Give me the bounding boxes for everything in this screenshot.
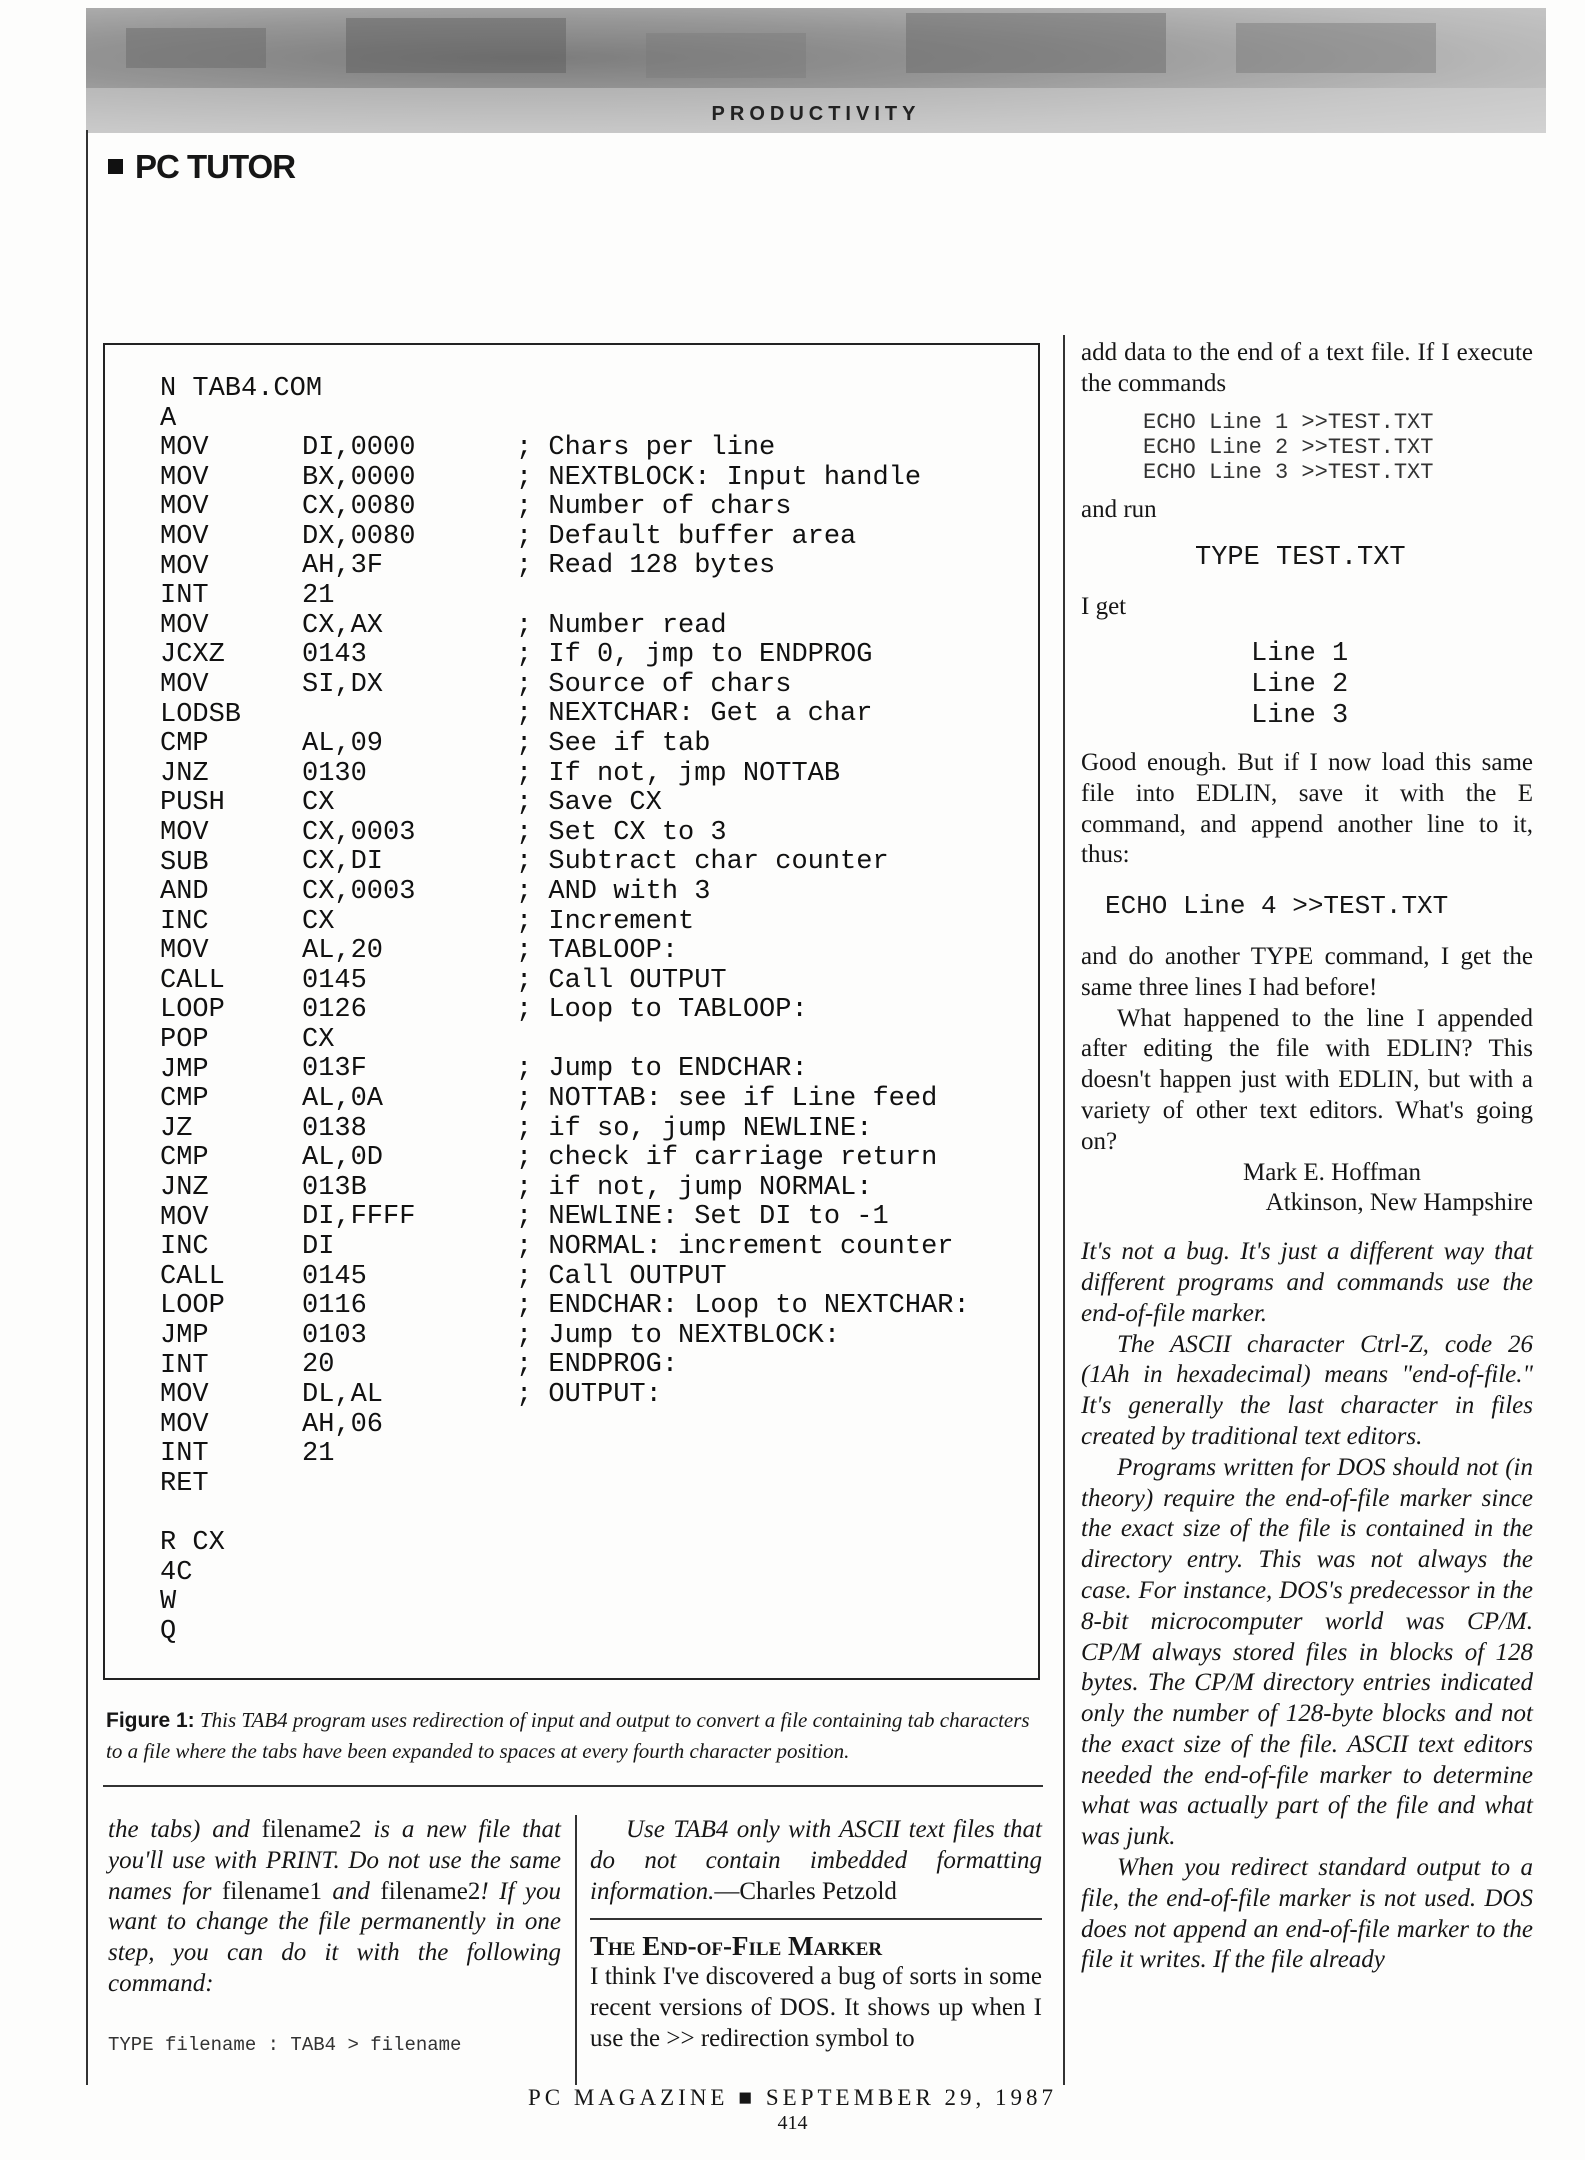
letter-paragraph: Good enough. But if I now load this same file into EDLIN, save it with the E command, and append another line to it, thus: — [1081, 748, 1533, 869]
page-footer: PC MAGAZINE ■ SEPTEMBER 29, 1987 — [527, 2085, 1058, 2110]
code-operand: DL,AL — [302, 1380, 384, 1410]
text-run: filename2 — [380, 1877, 481, 1905]
figure-caption-text: This TAB4 program uses redirection of input and output to convert a file containing tab characters to a file where the tabs have been expanded to spaces at every fourth character position. — [106, 1708, 1030, 1763]
code-opcode: POP — [160, 1025, 209, 1056]
code-comment: ; Chars per line — [516, 433, 776, 463]
code-operand: CX — [302, 1024, 335, 1055]
code-opcode: INT — [160, 1350, 209, 1381]
code-comment: ; Source of chars — [516, 669, 792, 700]
code-operand: 0145 — [302, 1261, 367, 1292]
code-comment: ; TABLOOP: — [516, 936, 679, 967]
code-opcode: PUSH — [160, 788, 225, 819]
code-operand: DI,0000 — [302, 433, 416, 463]
type-command: TYPE TEST.TXT — [1195, 543, 1406, 574]
code-comment: ; NORMAL: increment counter — [516, 1232, 954, 1263]
type-output — [1251, 639, 1533, 732]
code-opcode: LODSB — [160, 699, 242, 730]
code-comment: ; Number read — [516, 610, 727, 641]
author-credit: —Charles Petzold — [714, 1877, 897, 1905]
code-comment: ; See if tab — [516, 728, 711, 759]
code-opcode: MOV — [160, 1202, 209, 1233]
text-run: filename2 — [261, 1816, 362, 1843]
code-comment: ; NEWLINE: Set DI to -1 — [516, 1202, 889, 1233]
code-opcode: MOV — [160, 492, 209, 523]
usage-note-text: Use TAB4 only with ASCII text files that do not contain imbedded formatting information. — [590, 1816, 1042, 1905]
code-comment — [516, 1411, 970, 1441]
code-opcode: MOV — [160, 610, 209, 641]
code-opcode: INC — [160, 1232, 209, 1263]
code-header-line: A — [160, 403, 177, 434]
code-operand: AL,0A — [302, 1084, 384, 1115]
letter-paragraph: I get — [1081, 593, 1127, 621]
code-operand: CX,0080 — [302, 492, 416, 523]
code-comment: ; Save CX — [516, 788, 662, 819]
code-operand: CX,0003 — [302, 876, 416, 907]
page-number: 414 — [777, 2112, 808, 2134]
code-operand: 0130 — [302, 758, 367, 789]
answer-paragraph: When you redirect standard output to a file, the end-of-file marker is not used. DOS does not append an end-of-file marker to the file it writes. If the file already — [1081, 1854, 1533, 1974]
code-operand: 20 — [302, 1350, 335, 1381]
code-comment — [516, 1440, 970, 1470]
code-opcode: CALL — [160, 965, 225, 996]
code-comment: ; Read 128 bytes — [516, 551, 776, 582]
code-opcode: INT — [160, 1439, 209, 1470]
code-opcode: INC — [160, 906, 209, 937]
code-comment: ; If 0, jmp to ENDPROG — [516, 640, 873, 671]
code-opcode: AND — [160, 877, 209, 908]
code-operand: CX,DI — [302, 847, 384, 878]
code-opcode: MOV — [160, 1380, 209, 1411]
code-opcode: JMP — [160, 1054, 209, 1085]
text-run: filename1 — [222, 1877, 322, 1905]
header-banner — [86, 8, 1546, 133]
code-operand: 0145 — [302, 965, 367, 996]
code-comment: ; Call OUTPUT — [516, 1261, 727, 1292]
left-page-rule — [86, 130, 88, 2085]
code-operand: AL,0D — [302, 1143, 384, 1174]
echo-line: ECHO Line 1 >>TEST.TXT — [1143, 409, 1434, 435]
code-comment: ; Subtract char counter — [516, 847, 889, 878]
code-operand: 0138 — [302, 1113, 367, 1144]
code-comment: ; if not, jump NORMAL: — [516, 1172, 873, 1203]
code-opcode: JMP — [160, 1321, 209, 1351]
signature-place: Atkinson, New Hampshire — [1265, 1189, 1533, 1217]
text-run: is a new file that you'll use with PRINT. Do not use the same names for — [108, 1816, 561, 1905]
output-line: Line 3 — [1251, 700, 1349, 731]
bottom-left-column — [108, 1815, 561, 2061]
code-opcodes — [160, 375, 322, 1648]
code-comment: ; OUTPUT: — [516, 1380, 662, 1410]
code-header-line: N TAB4.COM — [160, 374, 323, 404]
code-opcode: MOV — [160, 462, 209, 493]
code-operand: 21 — [302, 1439, 335, 1470]
code-operand: AH,06 — [302, 1409, 384, 1440]
code-operand: AL,09 — [302, 728, 384, 759]
bottom-middle-column — [590, 1815, 1042, 2055]
code-operand: CX — [302, 788, 335, 819]
section-heading: The End-of-File Marker — [590, 1931, 883, 1962]
code-operands — [302, 434, 415, 1499]
letter-paragraph: What happened to the line I appended after editing the file with EDLIN? This doesn't happen just with EDLIN, but with a variety of other text editors. What's going on? — [1081, 1004, 1533, 1155]
code-operand: DI,FFFF — [302, 1202, 416, 1233]
code-operand: AL,20 — [302, 936, 384, 967]
code-opcode: CMP — [160, 1143, 209, 1174]
code-opcode: MOV — [160, 669, 209, 700]
code-opcode: JCXZ — [160, 640, 225, 671]
code-comment: ; Jump to NEXTBLOCK: — [516, 1320, 841, 1351]
echo-line: ECHO Line 3 >>TEST.TXT — [1143, 459, 1434, 485]
code-comment: ; Increment — [516, 906, 695, 937]
answer-paragraph: It's not a bug. It's just a different way that different programs and commands use the end-of-file marker. — [1081, 1238, 1533, 1327]
code-opcode: MOV — [160, 817, 209, 848]
section-label — [108, 148, 295, 186]
echo-command-4: ECHO Line 4 >>TEST.TXT — [1105, 891, 1449, 922]
code-operand: 21 — [302, 580, 335, 611]
code-operand — [302, 700, 415, 730]
code-opcode: SUB — [160, 847, 209, 878]
signature-name-text: Mark E. Hoffman — [1243, 1158, 1421, 1186]
code-opcode: MOV — [160, 551, 209, 582]
type-command: TYPE filename : TAB4 > filename — [108, 2033, 462, 2056]
code-opcode: MOV — [160, 1409, 209, 1440]
code-operand: CX,0003 — [302, 817, 416, 848]
code-opcode: RET — [160, 1468, 209, 1499]
code-comment: ; NEXTBLOCK: Input handle — [516, 462, 922, 493]
code-opcode: MOV — [160, 521, 209, 552]
letter-intro: I think I've discovered a bug of sorts in some recent versions of DOS. It shows up when I use the >> redirection symbol to — [590, 1963, 1042, 2052]
code-operand: 0143 — [302, 640, 367, 671]
code-comment: ; Call OUTPUT — [516, 965, 727, 996]
code-comment — [516, 1026, 970, 1056]
code-operand: CX,AX — [302, 610, 384, 641]
code-operand: DX,0080 — [302, 521, 416, 552]
bottom-column-rule — [575, 1815, 577, 2085]
code-comment: ; Jump to ENDCHAR: — [516, 1054, 808, 1085]
code-footer-line: 4C — [160, 1557, 193, 1588]
code-comment — [516, 1470, 970, 1500]
code-operand: SI,DX — [302, 669, 384, 700]
section-label-text: PC TUTOR — [135, 148, 296, 185]
code-comment: ; Loop to TABLOOP: — [516, 995, 808, 1026]
code-opcode: JZ — [160, 1113, 193, 1144]
code-opcode: LOOP — [160, 995, 225, 1026]
echo-line: ECHO Line 2 >>TEST.TXT — [1143, 434, 1434, 460]
code-operand: 013B — [302, 1172, 367, 1203]
code-comment: ; ENDPROG: — [516, 1350, 679, 1381]
code-operand: BX,0000 — [302, 462, 416, 493]
code-operand — [302, 1470, 415, 1500]
right-column — [1081, 338, 1533, 1976]
usage-note — [590, 1815, 1042, 1907]
code-operand: 0126 — [302, 995, 367, 1026]
code-operand: 013F — [302, 1054, 367, 1085]
code-comments — [516, 434, 970, 1499]
code-footer-line — [160, 1500, 322, 1530]
code-comment: ; Number of chars — [516, 492, 792, 523]
letter-paragraph: and do another TYPE command, I get the same three lines I had before! — [1081, 942, 1533, 1001]
code-operand: DI — [302, 1232, 335, 1263]
text-run: ! If you want to change the file permanently in one step, you can do it with the following command: — [108, 1877, 561, 1997]
text-run: the tabs) and — [108, 1816, 262, 1843]
code-comment: ; NEXTCHAR: Get a char — [516, 699, 873, 730]
right-column-rule — [1063, 335, 1065, 2085]
code-comment: ; check if carriage return — [516, 1143, 938, 1174]
letter-paragraph: and run — [1081, 495, 1157, 523]
code-opcode: CMP — [160, 1084, 209, 1115]
code-operand: 0103 — [302, 1320, 367, 1351]
code-footer-line: Q — [160, 1616, 177, 1647]
code-comment: ; Default buffer area — [516, 521, 857, 552]
code-footer-line: R CX — [160, 1528, 225, 1559]
banner-tag: PRODUCTIVITY — [711, 103, 921, 125]
code-operand: AH,3F — [302, 551, 384, 582]
code-comment: ; Set CX to 3 — [516, 817, 727, 848]
figure-bottom-rule — [103, 1785, 1043, 1787]
output-line: Line 2 — [1251, 669, 1349, 700]
code-opcode: MOV — [160, 936, 209, 967]
bullet-square-icon — [108, 159, 123, 174]
code-opcode: JNZ — [160, 758, 209, 789]
text-run: and — [321, 1877, 381, 1905]
code-comment: ; NOTTAB: see if Line feed — [516, 1084, 938, 1115]
code-operand: 0116 — [302, 1291, 367, 1322]
figure-caption — [106, 1705, 1041, 1766]
code-operand: CX — [302, 906, 335, 937]
figure-caption-label: Figure 1: — [106, 1709, 195, 1732]
code-opcode: INT — [160, 581, 209, 612]
code-opcode: CMP — [160, 729, 209, 760]
code-comment: ; If not, jmp NOTTAB — [516, 758, 841, 789]
code-footer-line: W — [160, 1587, 177, 1618]
answer-paragraph: The ASCII character Ctrl-Z, code 26 (1Ah in hexadecimal) means "end-of-file." It's generally the last character in files created by traditional text editors. — [1081, 1330, 1533, 1450]
code-comment: ; if so, jump NEWLINE: — [516, 1113, 873, 1144]
code-opcode: JNZ — [160, 1173, 209, 1204]
code-opcode: MOV — [160, 433, 209, 464]
code-comment: ; ENDCHAR: Loop to NEXTCHAR: — [516, 1291, 970, 1322]
signature-name — [1081, 1158, 1533, 1189]
output-line: Line 1 — [1251, 638, 1349, 669]
code-opcode: CALL — [160, 1261, 225, 1292]
code-comment: ; AND with 3 — [516, 876, 711, 907]
code-comment — [516, 582, 970, 612]
echo-commands — [1143, 410, 1533, 485]
code-opcode: LOOP — [160, 1291, 225, 1322]
answer-paragraph: Programs written for DOS should not (in theory) require the end-of-file marker since the exact size of the file is contained in the directory entry. This was not always the case. For instance, DOS's predecessor in the 8-bit microcomputer world was CP/M. CP/M always stored files in blocks of 128 bytes. The CP/M directory entries indicated only the number of 128-byte blocks and not the exact size of the file. ASCII text editors needed the end-of-file marker to determine what was actually part of the file and what was junk. — [1081, 1453, 1533, 1851]
letter-paragraph: add data to the end of a text file. If I execute the commands — [1081, 339, 1533, 397]
